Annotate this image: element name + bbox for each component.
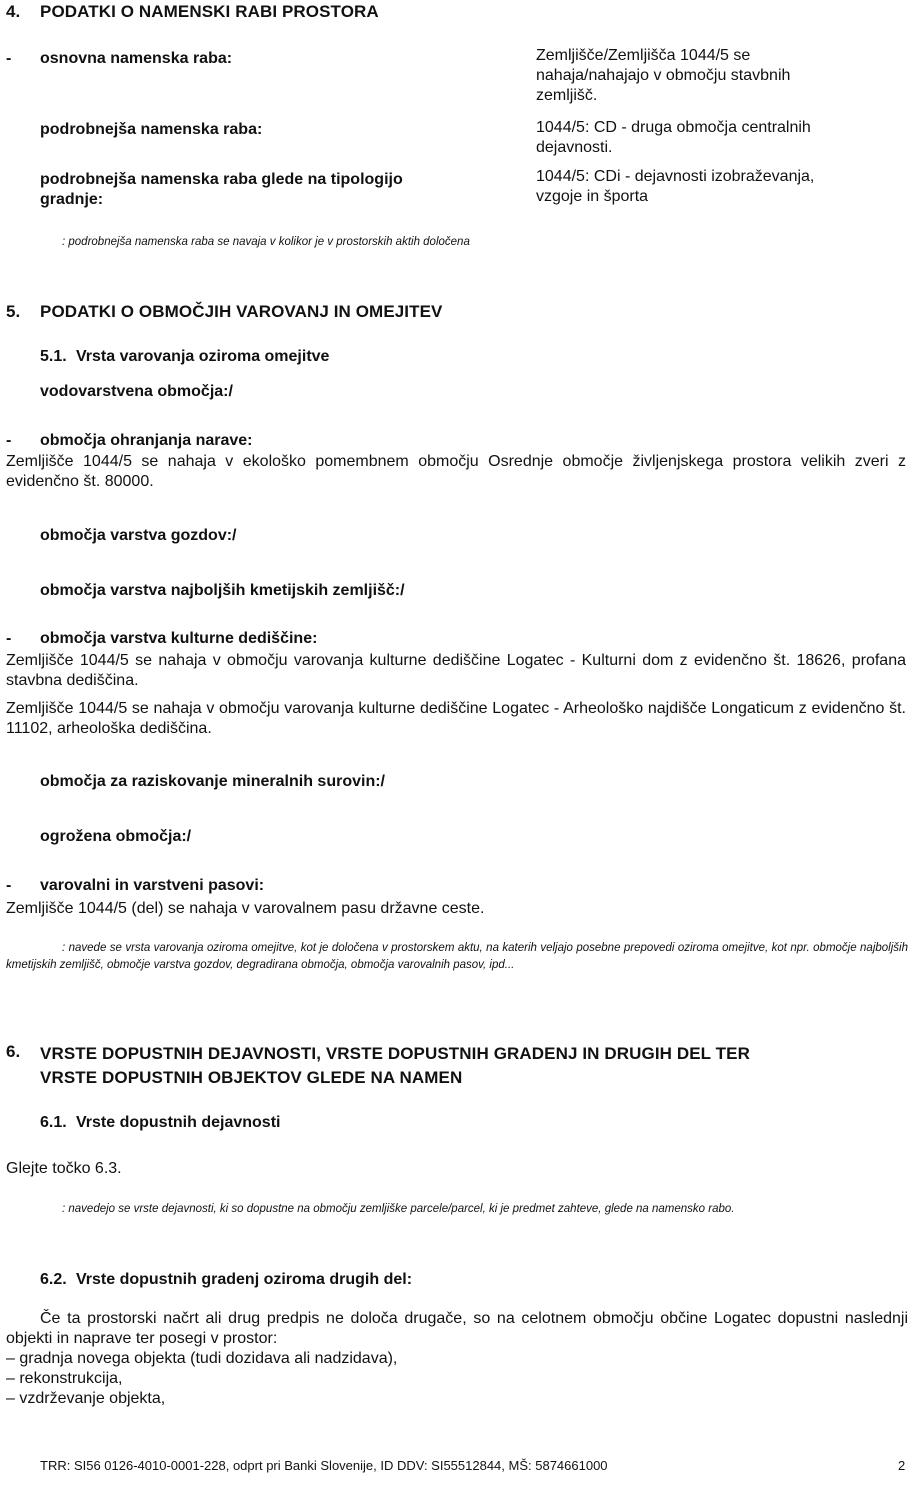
allowed-list: [6, 1349, 397, 1409]
mineralnih: območja za raziskovanje mineralnih surovin:/: [40, 773, 385, 790]
section-4-heading: PODATKI O NAMENSKI RABI PROSTORA: [40, 2, 379, 21]
subsection-6-2-heading: Vrste dopustnih gradenj oziroma drugih del:: [76, 1271, 413, 1288]
value-line: dejavnosti.: [536, 139, 613, 156]
section-4-note: : podrobnejša namenska raba se navaja v kolikor je v prostorskih aktih določena: [62, 236, 470, 248]
section-5-heading: PODATKI O OBMOČJIH VAROVANJ IN OMEJITEV: [40, 302, 443, 321]
pasovi-label: varovalni in varstveni pasovi:: [40, 877, 265, 894]
section-6-heading: [40, 1042, 750, 1090]
label-osnovna-raba: osnovna namenska raba:: [40, 50, 233, 67]
value-line: zemljišč.: [536, 87, 598, 104]
dediscine-text-1: Zemljišče 1044/5 se nahaja v območju varovanja kulturne dediščine Logatec - Kulturni dom z evidenčno št. 18626, profana stavbna dediščina.: [6, 652, 906, 689]
value-line: nahaja/nahajajo v območju stavbnih: [536, 67, 791, 84]
dash: -: [6, 877, 12, 894]
subsection-5-1-heading: Vrsta varovanja oziroma omejitve: [76, 348, 330, 365]
narave-label: območja ohranjanja narave:: [40, 432, 253, 449]
gozdov: območja varstva gozdov:/: [40, 527, 237, 544]
footer-text: TRR: SI56 0126-4010-0001-228, odprt pri Banki Slovenije, ID DDV: SI55512844, MŠ: 5874661000: [40, 1458, 608, 1473]
dash: -: [6, 630, 12, 647]
dediscine-text-2: Zemljišče 1044/5 se nahaja v območju varovanja kulturne dediščine Logatec - Arheološko najdišče Longaticum z evidenčno št. 11102, arheološka dediščina.: [6, 700, 906, 737]
section-5-note: : navede se vrsta varovanja oziroma omejitve, kot je določena v prostorskem aktu, na katerih veljajo posebne prepovedi oziroma omejitve, kot npr. območje najboljših kmetijskih zemljišč, območje varstva gozdov, degradirana območja, območja varovalnih pasov, ipd...: [6, 942, 908, 971]
value-line: 1044/5: CDi - dejavnosti izobraževanja,: [536, 168, 815, 185]
pasovi-text: Zemljišče 1044/5 (del) se nahaja v varovalnem pasu državne ceste.: [6, 900, 485, 917]
kmetijskih: območja varstva najboljših kmetijskih zemljišč:/: [40, 582, 405, 599]
subsection-6-1-note: : navedejo se vrste dejavnosti, ki so dopustne na območju zemljiške parcele/parcel, ki je predmet zahteve, glede na namensko rabo.: [62, 1203, 735, 1215]
value-line: vzgoje in športa: [536, 188, 649, 205]
label-line: podrobnejša namenska raba glede na tipologijo: [40, 171, 403, 188]
section-4-number: 4.: [6, 2, 21, 21]
subsection-6-2-text: Če ta prostorski načrt ali drug predpis ne določa drugače, so na celotnem območju občine Logatec dopustni naslednji objekti in naprave ter posegi v prostor:: [6, 1310, 908, 1347]
section-5-number: 5.: [6, 302, 21, 321]
dediscine-label: območja varstva kulturne dediščine:: [40, 630, 318, 647]
list-item: – gradnja novega objekta (tudi dozidava ali nadzidava),: [6, 1350, 398, 1367]
value-line: 1044/5: CD - druga območja centralnih: [536, 119, 811, 136]
vodovarstvena-obmocja: vodovarstvena območja:/: [40, 383, 233, 400]
heading-line: VRSTE DOPUSTNIH DEJAVNOSTI, VRSTE DOPUSTNIH GRADENJ IN DRUGIH DEL TER: [40, 1044, 750, 1063]
value-podrobnejsa-raba: [536, 118, 811, 158]
label-tipologija: [40, 170, 403, 210]
value-osnovna-raba: [536, 46, 790, 106]
heading-line: VRSTE DOPUSTNIH OBJEKTOV GLEDE NA NAMEN: [40, 1068, 463, 1087]
ogrozena: ogrožena območja:/: [40, 828, 192, 845]
subsection-6-1-number: 6.1.: [40, 1114, 67, 1131]
subsection-6-2-number: 6.2.: [40, 1271, 67, 1288]
subsection-5-1-number: 5.1.: [40, 348, 67, 365]
dash: -: [6, 432, 12, 449]
subsection-6-1-heading: Vrste dopustnih dejavnosti: [76, 1114, 281, 1131]
subsection-6-1-text: Glejte točko 6.3.: [6, 1160, 122, 1177]
label-podrobnejsa-raba: podrobnejša namenska raba:: [40, 121, 263, 138]
list-item: – vzdrževanje objekta,: [6, 1390, 166, 1407]
list-item: – rekonstrukcija,: [6, 1370, 123, 1387]
section-6-number: 6.: [6, 1042, 21, 1061]
value-line: Zemljišče/Zemljišča 1044/5 se: [536, 47, 751, 64]
label-line: gradnje:: [40, 191, 104, 208]
narave-text: Zemljišče 1044/5 se nahaja v ekološko pomembnem območju Osrednje območje življenjskega prostora velikih zveri z evidenčno št. 80000.: [6, 453, 906, 490]
page-number: 2: [898, 1458, 906, 1473]
value-tipologija: [536, 167, 814, 207]
row-dash: -: [6, 50, 12, 67]
